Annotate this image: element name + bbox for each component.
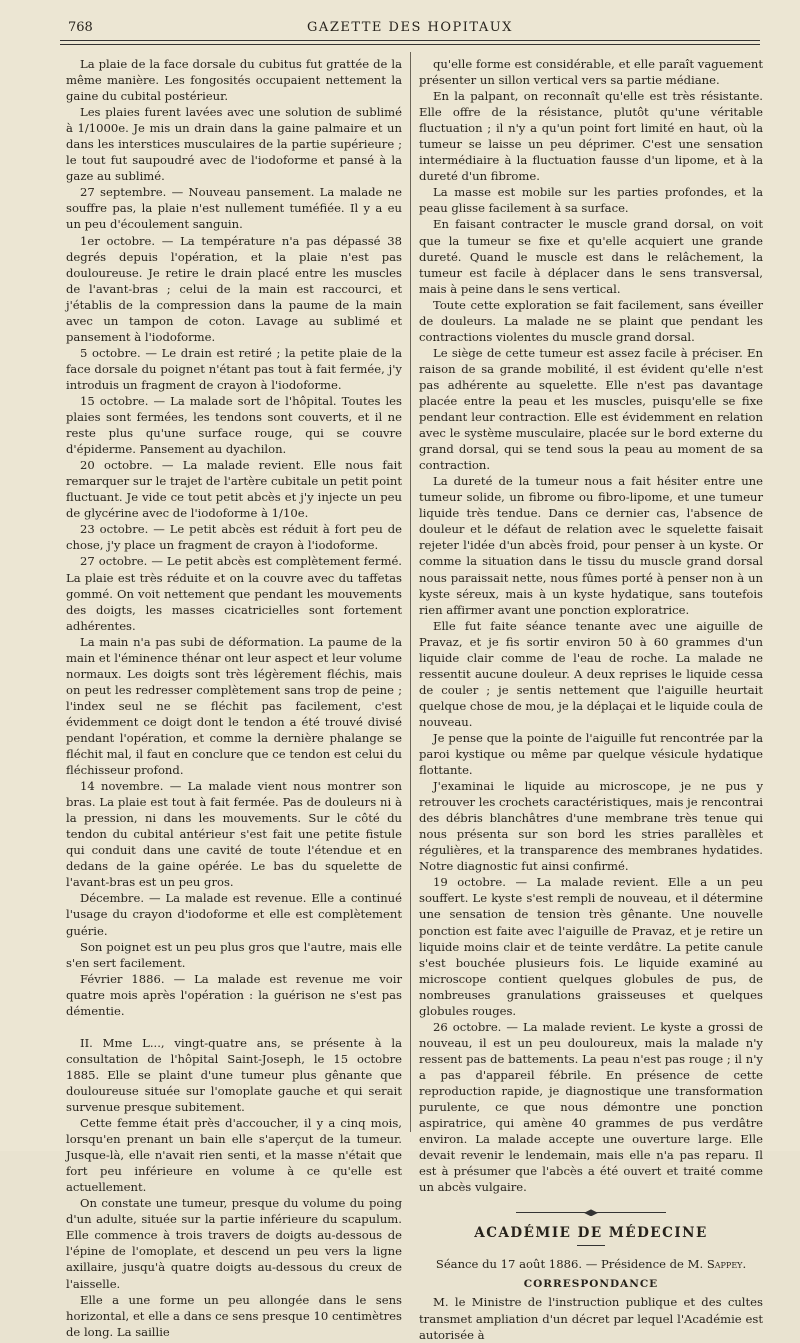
president-name: Sappey [706,1257,743,1272]
page-header [60,20,760,40]
paragraph: La plaie de la face dorsale du cubitus fut grattée de la même manière. Les fongosités occupaient nettement la gaine du cubital postérieur. [66,57,402,104]
paragraph: 20 octobre. — La malade revient. Elle nous fait remarquer sur le trajet de l'artère cubitale un petit point fluctuant. Je vide ce tout petit abcès et j'y injecte un peu de glycérine avec de l'iodoforme à 1/10e. [66,458,402,521]
column-divider [410,52,411,1132]
paragraph: Je pense que la pointe de l'aiguille fut rencontrée par la paroi kystique ou même par quelque vésicule hydatique flottante. [419,730,763,778]
page-number: 768 [68,20,93,35]
seance-suffix: . [742,1257,747,1272]
paragraph: qu'elle forme est considérable, et elle paraît vaguement présenter un sillon vertical vers sa partie médiane. [419,57,763,88]
paragraph: La main n'a pas subi de déformation. La paume de la main et l'éminence thénar ont leur aspect et leur volume normaux. Les doigts sont très légèrement fléchis, mais on peut les redresser complètement sans trop de peine ; l'index seul ne se fléchit pas facilement, c'est évidemment ce doigt dont le tendon a été trouvé divisé pendant l'opération, et comme la dernière phalange se fléchit mal, il faut en conclure que ce tendon est celui du fléchisseur profond. [66,634,402,778]
section-title: ACADÉMIE DE MÉDECINE [474,1225,708,1242]
paragraph: La masse est mobile sur les parties profondes, et la peau glisse facilement à sa surface. [419,185,763,216]
paragraph: On constate une tumeur, presque du volume du poing d'un adulte, située sur la partie inférieure du scapulum. Elle commence à trois travers de doigts au-dessous de l'épine de l'omoplate, et descend un peu vers la ligne axillaire, jusqu'à quatre doigts au-dessous du creux de l'aisselle. [66,1196,402,1291]
correspondance-heading: CORRESPONDANCE [523,1278,659,1291]
paragraph: J'examinai le liquide au microscope, je ne pus y retrouver les crochets caractéristiques, mais je rencontrai des débris blanchâtres d'une membrane très tenue qui nous présenta sur son bord les stries parallèles et régulières, et la transparence des membranes hydatides. Notre diagnostic fut ainsi confirmé. [419,779,763,874]
paragraph: La dureté de la tumeur nous a fait hésiter entre une tumeur solide, un fibrome ou fibro-lipome, et une tumeur liquide très tendue. Dans ce dernier cas, l'absence de douleur et le défaut de relation avec le squelette faisait rejeter l'idée d'un abcès froid, pour penser à un kyste. Or comme la situation dans le tissu du muscle grand dorsal nous paraissait nette, nous fûmes porté à penser non à un kyste séreux, mais à un kyste hydatique, sans toutefois rien affirmer avant une ponction exploratrice. [419,474,763,617]
left-column [66,56,402,1340]
paragraph: 26 octobre. — La malade revient. Le kyste a grossi de nouveau, il est un peu douloureux, mais la malade n'y ressent pas de battements. La peau n'est pas rouge ; il n'y a pas d'appareil fébrile. En présence de cette reproduction rapide, je diagnostique une transformation purulente, ce que nous démontre une ponction aspiratrice, qui amène 40 grammes de pus verdâtre environ. La malade accepte une ouverture large. Elle devait revenir le lendemain, mais elle n'a pas reparu. Il est à présumer que l'abcès a été ouvert et traité comme un abcès vulgaire. [419,1019,763,1195]
paragraph: 27 septembre. — Nouveau pansement. La malade ne souffre pas, la plaie n'est nullement tuméfiée. Il y a eu un peu d'écoulement sanguin. [66,185,402,232]
header-rule-double [60,44,760,45]
seance-prefix: Séance du 17 août 1886. — Présidence de M. [435,1257,707,1272]
paragraph: Elle fut faite séance tenante avec une aiguille de Pravaz, et je fis sortir environ 50 à 60 grammes d'un liquide clair comme de l'eau de roche. La malade ne ressentit aucune douleur. A deux reprises le liquide cessa de couler ; je sentis nettement que l'aiguille heurtait quelque chose de mou, je la déplaçai et le liquide coula de nouveau. [419,618,763,729]
paragraph: Le siège de cette tumeur est assez facile à préciser. En raison de sa grande mobilité, il est évident qu'elle n'est pas adhérente au squelette. Elle n'est pas davantage placée entre la peau et les muscles, puisqu'elle se fixe pendant leur contraction. Elle est évidemment en relation avec le système musculaire, placée sur le bord externe du grand dorsal, qui se tend sous la peau au moment de sa contraction. [419,345,763,473]
paragraph: 5 octobre. — Le drain est retiré ; la petite plaie de la face dorsale du poignet n'étant pas tout à fait fermée, j'y introduis un fragment de crayon à l'iodoforme. [66,345,402,392]
paragraph: En faisant contracter le muscle grand dorsal, on voit que la tumeur se fixe et qu'elle acquiert une grande dureté. Quand le muscle est dans le relâchement, la tumeur est facile à déplacer dans le sens transversal, mais à peine dans le sens vertical. [419,217,763,296]
journal-title: GAZETTE DES HOPITAUX [307,20,513,35]
paragraph: Elle a une forme un peu allongée dans le sens horizontal, et elle a dans ce sens presque 10 centimètres de long. La saillie [66,1292,402,1339]
correspondance-text: M. le Ministre de l'instruction publique et des cultes transmet ampliation d'un décret par lequel l'Académie est autorisée à [419,1295,763,1342]
paragraph: Son poignet est un peu plus gros que l'autre, mais elle s'en sert facilement. [66,939,402,970]
header-rule [60,40,760,41]
paragraph: Février 1886. — La malade est revenue me voir quatre mois après l'opération : la guérison ne s'est pas démentie. [66,971,402,1018]
right-column [419,56,763,1343]
paragraph: Les plaies furent lavées avec une solution de sublimé à 1/1000e. Je mis un drain dans la gaine palmaire et un dans les interstices musculaires de la partie supérieure ; le tout fut saupoudré avec de l'iodoforme et pansé à la gaze au sublimé. [66,105,402,184]
paragraph: 15 octobre. — La malade sort de l'hôpital. Toutes les plaies sont fermées, les tendons sont couverts, et il ne reste plus qu'une surface rouge, qui se couvre d'épiderme. Pansement au dyachilon. [66,393,402,457]
paragraph: 27 octobre. — Le petit abcès est complètement fermé. La plaie est très réduite et on la couvre avec du taffetas gommé. On voit nettement que pendant les mouvements des doigts, les masses cicatricielles sont fortement adhérentes. [66,554,402,633]
paragraph: II. Mme L..., vingt-quatre ans, se présente à la consultation de l'hôpital Saint-Joseph, le 15 octobre 1885. Elle se plaint d'une tumeur plus gênante que douloureuse située sur l'omoplate gauche et qui serait survenue presque subitement. [66,1035,402,1114]
paragraph: En la palpant, on reconnaît qu'elle est très résistante. Elle offre de la résistance, plutôt qu'une véritable fluctuation ; il n'y a qu'un point fort limité en haut, où la tumeur se laisse un peu déprimer. C'est une sensation intermédiaire à la fluctuation fausse d'un lipome, et à la dureté d'un fibrome. [419,89,763,184]
right-column-paragraphs [419,56,763,1195]
paragraph: Cette femme était près d'accoucher, il y a cinq mois, lorsqu'en prenant un bain elle s'aperçut de la tumeur. Jusque-là, elle n'avait rien senti, et la masse n'était que fort peu inférieure en volume à ce qu'elle est actuellement. [66,1116,402,1195]
seance-line [419,1256,763,1272]
paragraph: 1er octobre. — La température n'a pas dépassé 38 degrés depuis l'opération, et la plaie n'est pas douloureuse. Je retire le drain placé entre les muscles de l'avant-bras ; celui de la main est raccourci, et j'établis de la compression dans la paume de la main avec un tampon de coton. Lavage au sublimé et pansement à l'iodoforme. [66,233,402,344]
paragraph: 19 octobre. — La malade revient. Elle a un peu souffert. Le kyste s'est rempli de nouveau, et il détermine une sensation de tension très gênante. Une nouvelle ponction est faite avec l'aiguille de Pravaz, et je retire un liquide moins clair et de teinte verdâtre. La petite canule s'est bouchée plusieurs fois. Le liquide examiné au microscope contient quelques globules de pus, de nombreuses granulations graisseuses et quelques globules rouges. [419,875,763,1018]
paragraph: Décembre. — La malade est revenue. Elle a continué l'usage du crayon d'iodoforme et elle est complètement guérie. [66,891,402,938]
paragraph: Toute cette exploration se fait facilement, sans éveiller de douleurs. La malade ne se plaint que pendant les contractions violentes du muscle grand dorsal. [419,297,763,344]
section-ornament [516,1209,666,1217]
title-rule [577,1245,605,1246]
paragraph: 14 novembre. — La malade vient nous montrer son bras. La plaie est tout à fait fermée. Pas de douleurs ni à la pression, ni dans les mouvements. Sur le côté du tendon du cubital antérieur s'est fait une petite fistule qui conduit dans une cavité de toute l'étendue et en dedans de la gaine opérée. Le bas du squelette de l'avant-bras est un peu gros. [66,779,402,890]
paragraph: 23 octobre. — Le petit abcès est réduit à fort peu de chose, j'y place un fragment de crayon à l'iodoforme. [66,522,402,553]
